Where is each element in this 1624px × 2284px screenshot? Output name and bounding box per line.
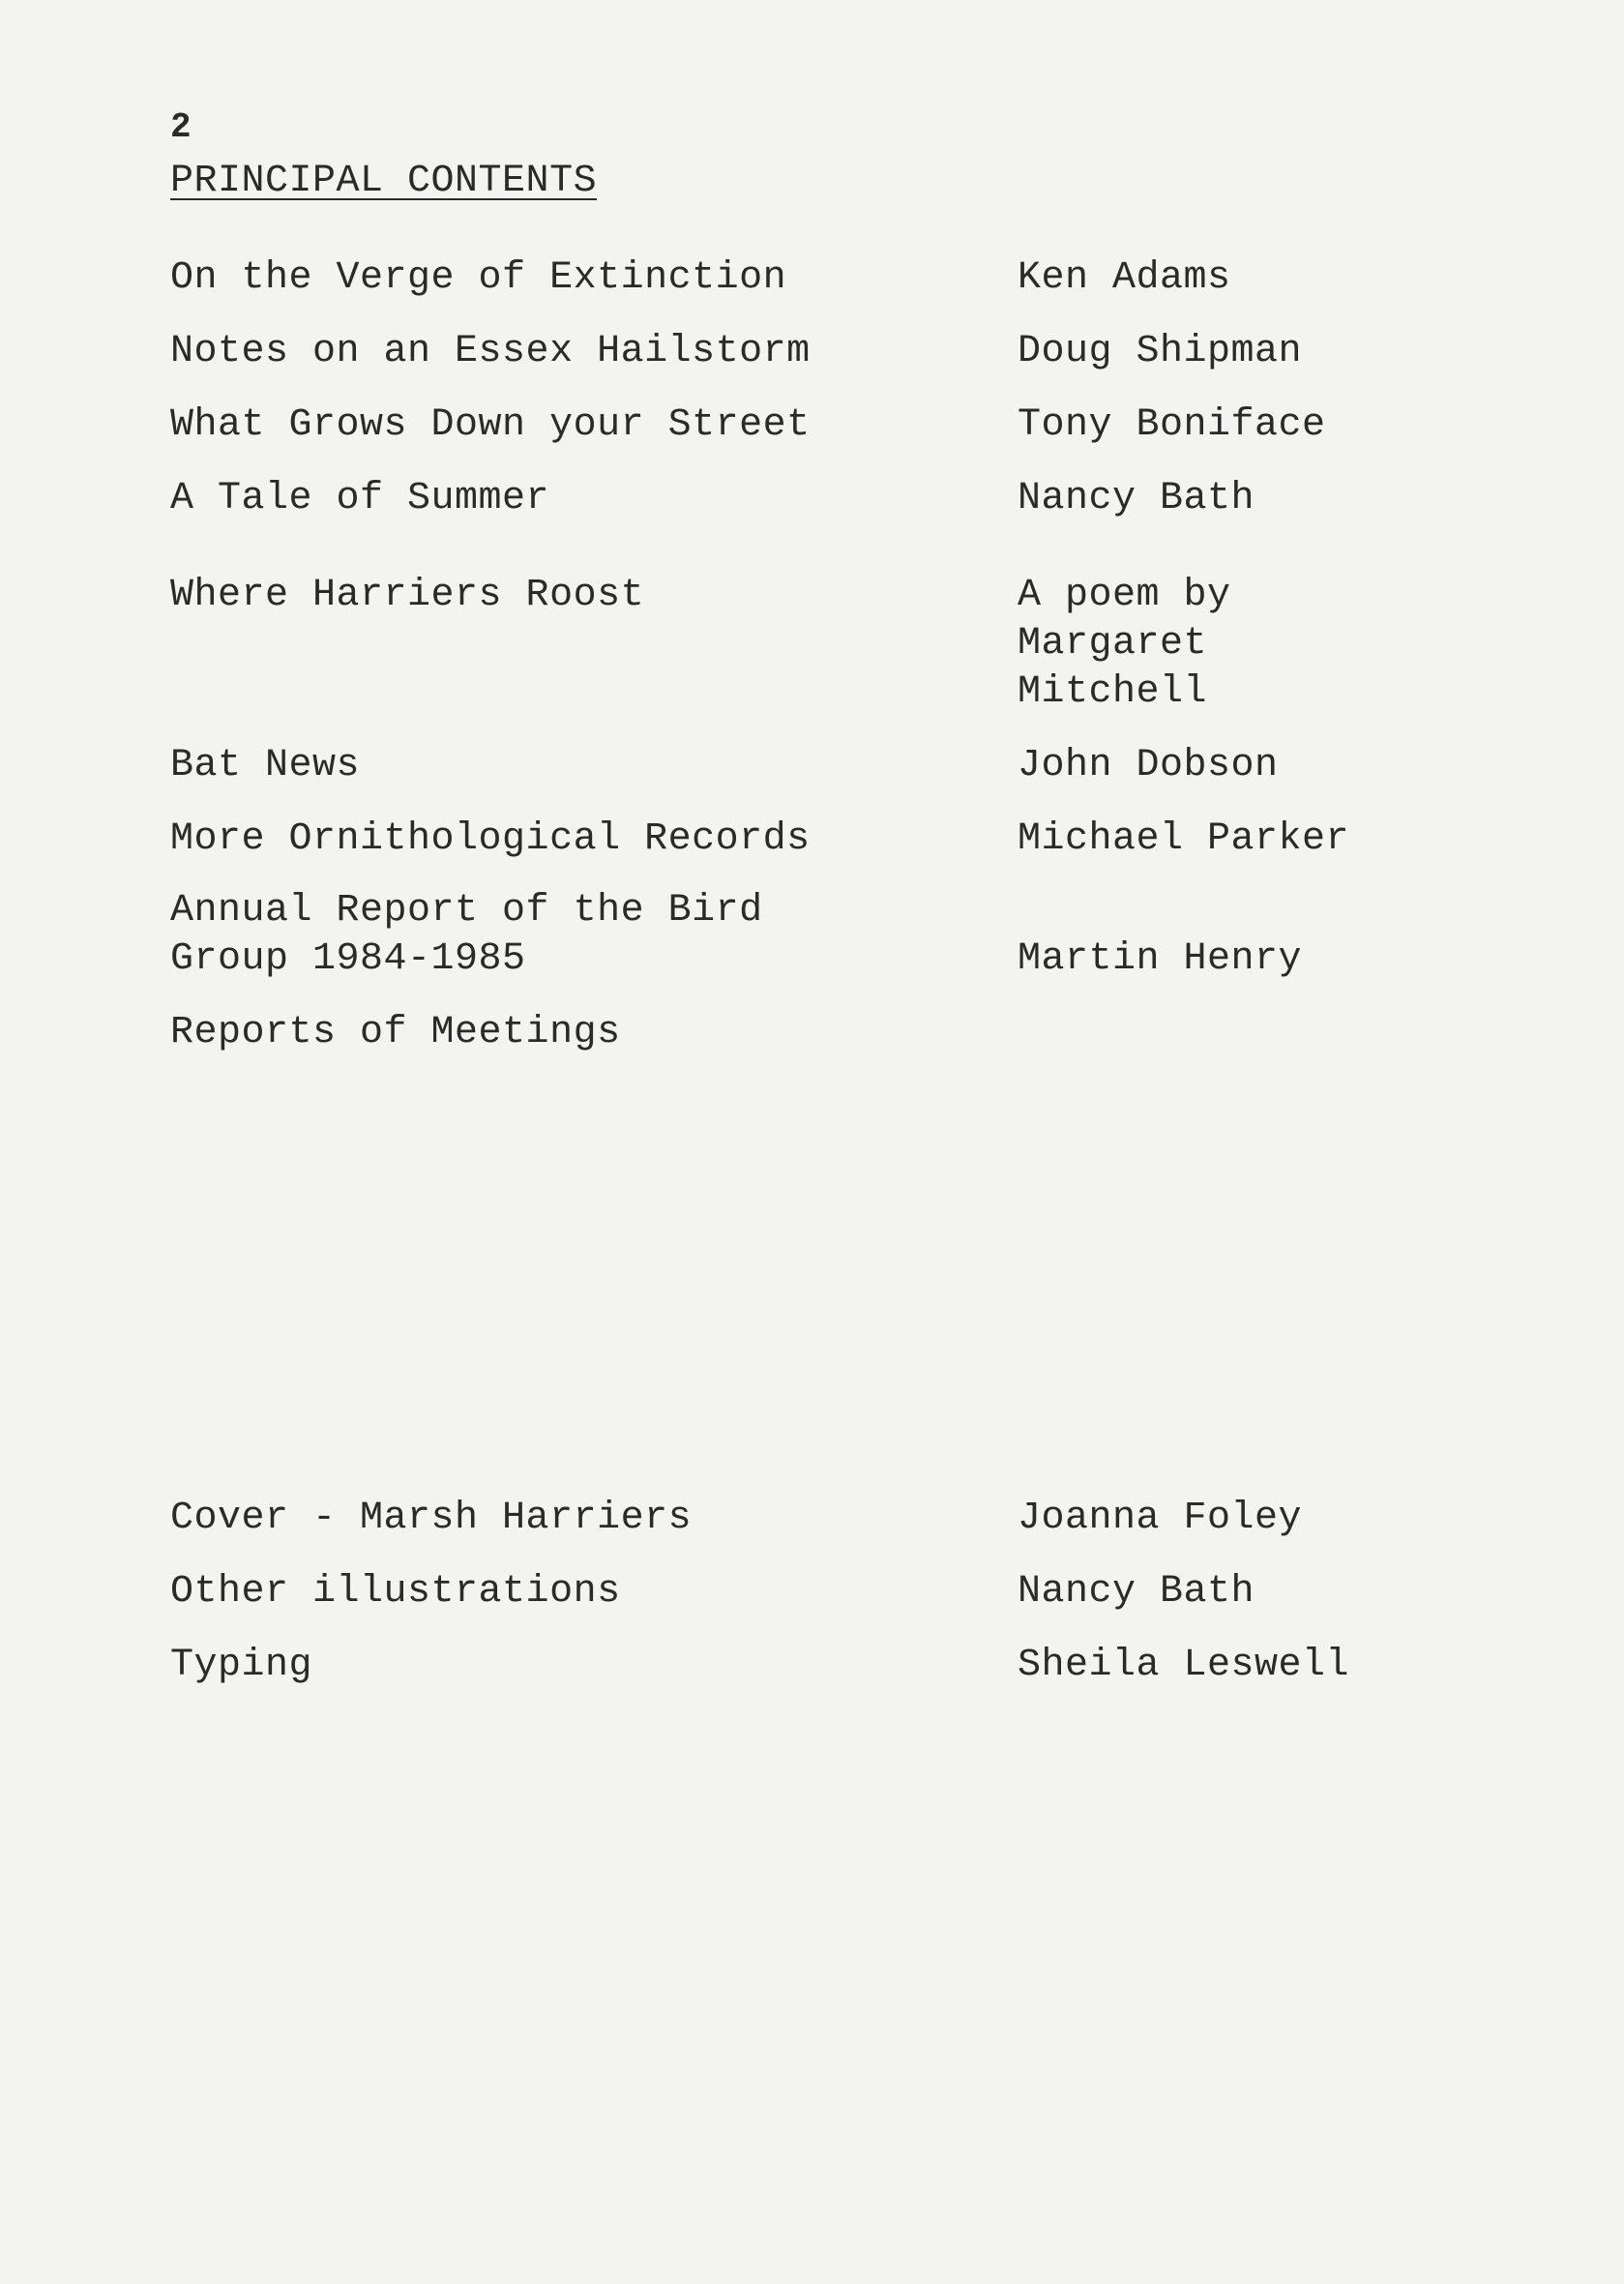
contents-item-title-line: Annual Report of the Bird — [170, 889, 763, 933]
contents-item-author: John Dobson — [1018, 744, 1279, 787]
contents-item-title: Where Harriers Roost — [170, 574, 645, 617]
contents-item-author-line: A poem by — [1018, 574, 1231, 617]
contents-item-author: Tony Boniface — [1018, 403, 1326, 447]
contents-item-title: On the Verge of Extinction — [170, 256, 787, 300]
credit-name: Sheila Leswell — [1018, 1644, 1350, 1687]
contents-item-author: Martin Henry — [1018, 937, 1303, 981]
contents-item-author: Ken Adams — [1018, 256, 1231, 300]
contents-item-title: What Grows Down your Street — [170, 403, 811, 447]
contents-item-author-line: Margaret — [1018, 622, 1208, 666]
contents-item-title: Notes on an Essex Hailstorm — [170, 330, 811, 373]
contents-item-author: Nancy Bath — [1018, 477, 1255, 520]
page-number: 2 — [170, 107, 192, 147]
page-title: PRINCIPAL CONTENTS — [170, 160, 598, 203]
contents-item-title: Reports of Meetings — [170, 1011, 621, 1054]
contents-item-author-line: Mitchell — [1018, 670, 1208, 714]
credit-label: Cover - Marsh Harriers — [170, 1497, 693, 1540]
contents-item-title: A Tale of Summer — [170, 477, 550, 520]
contents-item-title-line: Group 1984-1985 — [170, 937, 526, 981]
contents-item-title: More Ornithological Records — [170, 817, 811, 861]
credit-label: Typing — [170, 1644, 313, 1687]
credit-label: Other illustrations — [170, 1570, 621, 1614]
credit-name: Joanna Foley — [1018, 1497, 1303, 1540]
contents-item-title: Bat News — [170, 744, 361, 787]
contents-item-author: Doug Shipman — [1018, 330, 1303, 373]
contents-item-author: Michael Parker — [1018, 817, 1350, 861]
credit-name: Nancy Bath — [1018, 1570, 1255, 1614]
